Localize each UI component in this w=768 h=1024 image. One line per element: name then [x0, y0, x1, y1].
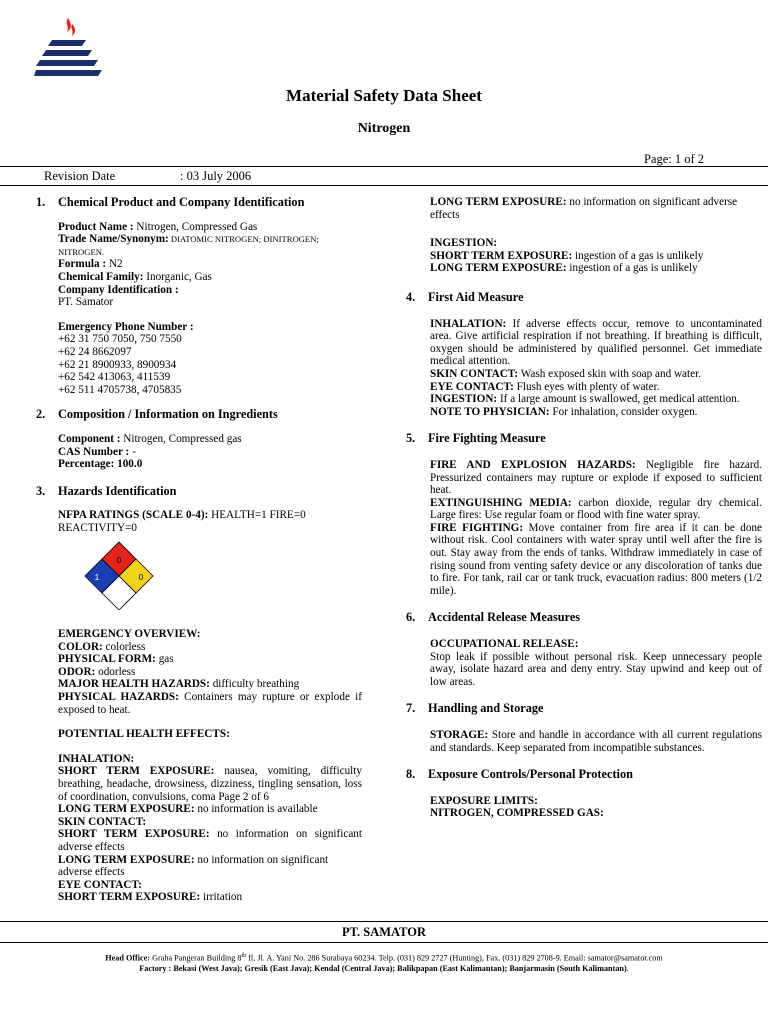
- section-2-body: Component : Nitrogen, Compressed gas CAS Number : - Percentage: 100.0: [58, 432, 242, 471]
- revision-value: : 03 July 2006: [180, 169, 252, 183]
- header-rule-top: [0, 166, 768, 167]
- section-4-body: INHALATION: If adverse effects occur, remove to uncontaminated area. Give artificial respiration if not breathing. If breathing is difficult, oxygen should be administered by qualified personnel. Get immediate medical attention. SKIN CONTACT: Wash exposed skin with soap and water. EYE CONTACT: Flush eyes with plenty of water. INGESTION: If a large amount is swallowed, get medical attention. NOTE TO PHYSICIAN: For inhalation, consider oxygen.: [430, 317, 762, 418]
- section-6-body: OCCUPATIONAL RELEASE: Stop leak if possible without personal risk. Keep unnecessary people away, isolate hazard area and deny entry. Stay upwind and keep out of low areas.: [430, 638, 762, 688]
- section-8-heading: 8. Exposure Controls/Personal Protection: [406, 767, 633, 782]
- factory-line: Factory : Bekasi (West Java); Gresik (East Java); Kendal (Central Java); Balikpapan (East Kalimantan); Banjarmasin (South Kalimantan).: [139, 964, 629, 974]
- revision-row: [44, 169, 251, 184]
- document-title: Material Safety Data Sheet: [286, 86, 482, 105]
- section-1-heading: 1. Chemical Product and Company Identification: [36, 195, 305, 209]
- section-5-heading: 5. Fire Fighting Measure: [406, 431, 546, 446]
- section-3-body: NFPA RATINGS (SCALE 0-4): HEALTH=1 FIRE=0 REACTIVITY=0 0 1 0 EMERGENCY OVERVIEW: COLOR: colorless PHYSICAL FORM: gas ODOR: odorless MAJOR HEALTH HAZARDS: difficulty breathing PHYSICAL HAZARDS: Containers may rupture or explode if exposed to heat. POTENTIAL HEALTH EFFECTS: INHALATION: SHORT TERM EXPOSURE: nausea, vomiting, difficulty breathing, headache, drowsiness, dizziness, tingling sensation, loss of coordination, convulsions, coma Page 2 of 6 LONG TERM EXPOSURE: no information is available SKIN CONTACT: SHORT TERM EXPOSURE: no information on significant adverse effects LONG TERM EXPOSURE: no information on significant adverse effects EYE CONTACT: SHORT TERM EXPOSURE: irritation: [58, 509, 362, 904]
- header-rule-bottom: [0, 185, 768, 186]
- footer-rule-top: [0, 921, 768, 922]
- section-1-body: Product Name : Nitrogen, Compressed Gas Trade Name/Synonym: DIATOMIC NITROGEN; DINITROGEN; NITROGEN. Formula : N2 Chemical Family: Inorganic, Gas Company Identification : PT. Samator Emergency Phone Number : +62 31 750 7050, 750 7550 +62 24 8662097 +62 21 8900933, 8900934 +62 542 413063, 411539 +62 511 4705738, 4705835: [36, 221, 362, 397]
- phone-line: +62 21 8900933, 8900934: [58, 358, 177, 371]
- left-column: [36, 196, 362, 904]
- document-subtitle: Nitrogen: [357, 121, 411, 136]
- section-2-heading: 2. Composition / Information on Ingredients: [36, 407, 278, 422]
- footer-rule-bottom: [0, 942, 768, 943]
- nfpa-fire-value: 0: [116, 556, 122, 566]
- phone-line: +62 31 750 7050, 750 7550: [58, 333, 182, 346]
- page-number: Page: 1 of 2: [643, 152, 704, 166]
- nfpa-reactivity-value: 0: [138, 573, 144, 583]
- phone-line: +62 511 4705738, 4705835: [58, 383, 182, 396]
- section-3-continued: LONG TERM EXPOSURE: no information on significant adverse effects INGESTION: SHORT TERM EXPOSURE: ingestion of a gas is unlikely LONG TERM EXPOSURE: ingestion of a gas is unlikely: [430, 196, 738, 275]
- section-3-heading: 3. Hazards Identification: [36, 483, 177, 498]
- section-8-body: EXPOSURE LIMITS: NITROGEN, COMPRESSED GAS:: [430, 794, 604, 820]
- head-office-line: Head Office: Graha Pangeran Building 8th fl, Jl. A. Yani No. 286 Surabaya 60234. Telp. (031) 829 2727 (Hunting), Fax. (031) 829 2708-9. Email: samator@samator.com: [105, 953, 663, 963]
- revision-label: Revision Date: [44, 169, 116, 183]
- phone-line: +62 24 8662097: [58, 345, 132, 358]
- company-logo: [34, 14, 104, 80]
- nfpa-diamond: [64, 540, 174, 610]
- footer-company-name: PT. SAMATOR: [341, 925, 427, 939]
- phone-line: +62 542 413063, 411539: [58, 371, 171, 384]
- right-column: [406, 196, 762, 820]
- footer-address: [0, 951, 768, 975]
- section-4-heading: 4. First Aid Measure: [406, 289, 524, 304]
- section-7-body: STORAGE: Store and handle in accordance with all current regulations and standards. Keep separated from incompatible substances.: [430, 729, 762, 754]
- section-6-heading: 6. Accidental Release Measures: [406, 610, 581, 625]
- section-5-body: FIRE AND EXPLOSION HAZARDS: Negligible fire hazard. Pressurized containers may rupture or explode if exposed to sufficient heat. EXTINGUISHING MEDIA: carbon dioxide, regular dry chemical. Large fires: Use regular foam or flood with fine water spray. FIRE FIGHTING: Move container from fire area if it can be done without risk. Cool containers with water spray until well after the fire is out. Stay away from the ends of tanks. Withdraw immediately in case of rising sound from venting safety device or any discoloration of tanks due to fire. For tank, rail car or tank truck, evacuation radius: 800 meters (1/2 mile).: [430, 458, 762, 597]
- section-7-heading: 7. Handling and Storage: [406, 701, 544, 716]
- nfpa-health-value: 1: [94, 573, 100, 583]
